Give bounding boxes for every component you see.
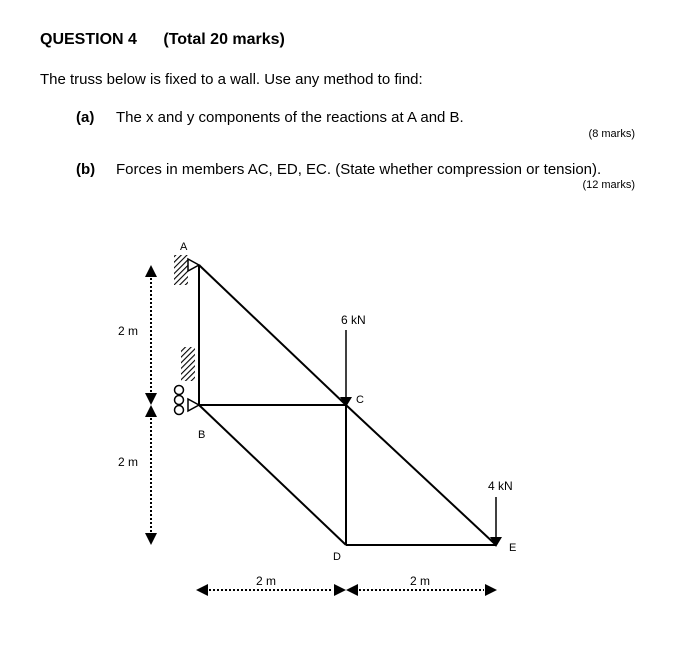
load-arrow-6kn: [340, 330, 352, 407]
question-title: QUESTION 4: [40, 31, 137, 48]
node-label-e: E: [509, 542, 517, 554]
load-arrow-4kn: [490, 497, 502, 547]
part-a-marks: (8 marks): [588, 128, 635, 140]
part-a-label: (a): [76, 109, 95, 126]
dim-label-v-lower: 2 m: [118, 455, 139, 469]
question-total-marks: (Total 20 marks): [163, 31, 285, 48]
load-label-4kn: 4 kN: [488, 479, 513, 493]
part-b-marks: (12 marks): [582, 179, 635, 191]
question-intro: The truss below is fixed to a wall. Use any method to find:: [40, 71, 423, 88]
dim-label-h-right: 2 m: [410, 574, 431, 588]
member-ac: [199, 265, 346, 405]
dimension-vertical: [145, 265, 157, 545]
part-b-label: (b): [76, 161, 96, 178]
node-label-d: D: [333, 551, 341, 563]
roller-support-b: [175, 386, 200, 415]
node-label-b: B: [198, 429, 206, 441]
dim-label-v-upper: 2 m: [118, 324, 139, 338]
member-ce: [346, 405, 496, 545]
wall-hatch-middle: [181, 347, 195, 381]
member-bd: [199, 405, 346, 545]
part-a-text: The x and y components of the reactions at A and B.: [116, 109, 464, 126]
wall-hatch-top: [174, 255, 188, 285]
part-b-text: Forces in members AC, ED, EC. (State whether compression or tension).: [116, 161, 602, 178]
node-label-c: C: [356, 394, 364, 406]
pin-support-a: [188, 259, 199, 271]
dimension-horizontal: [196, 584, 497, 596]
dim-label-h-left: 2 m: [256, 574, 277, 588]
node-label-a: A: [180, 241, 188, 253]
load-label-6kn: 6 kN: [341, 313, 366, 327]
